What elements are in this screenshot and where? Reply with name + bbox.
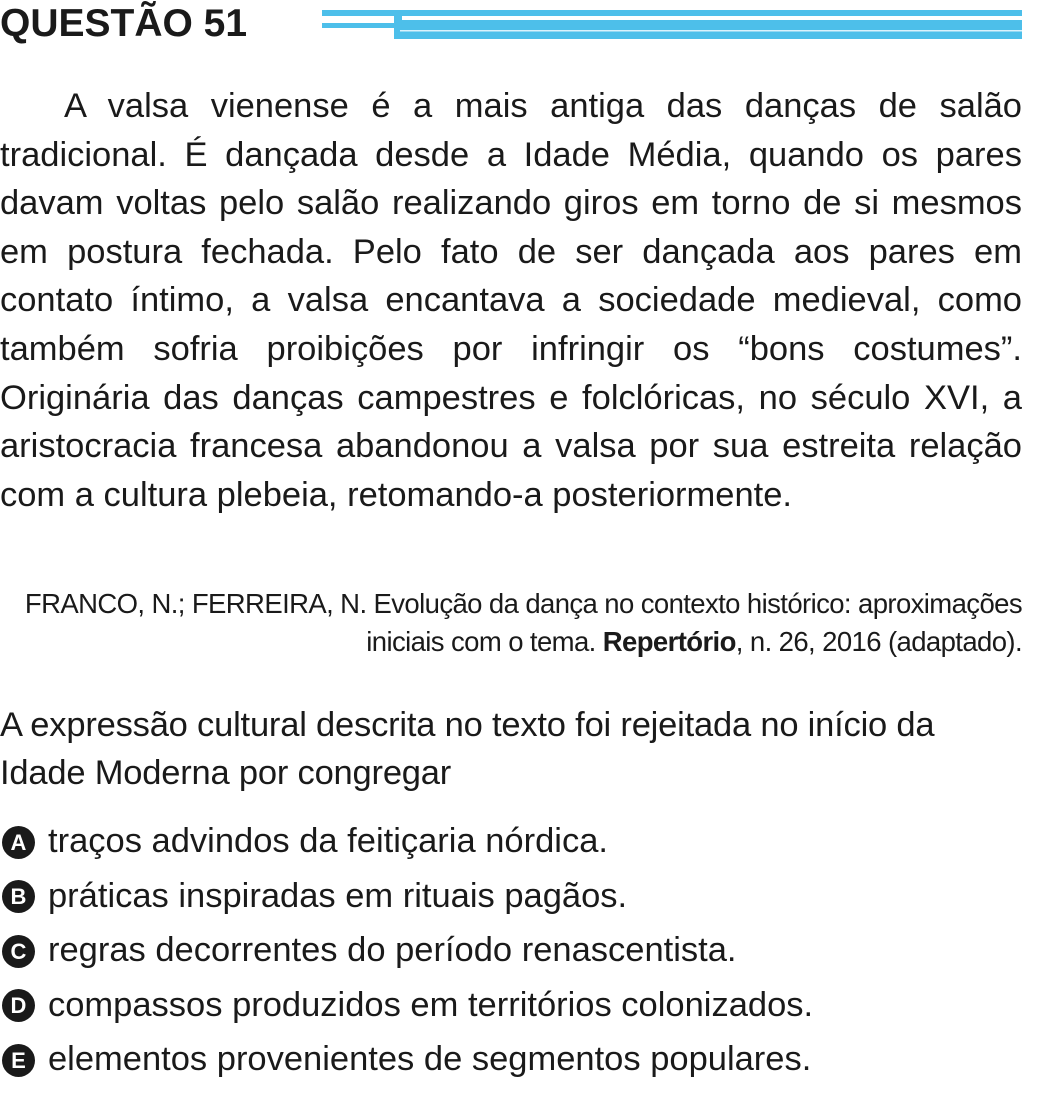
source-citation: [12, 585, 1022, 661]
option-b[interactable]: [0, 869, 1030, 924]
question-header: [0, 0, 1043, 48]
citation-journal: Repertório: [602, 626, 736, 657]
option-a[interactable]: [0, 814, 1030, 869]
citation-suffix: , n. 26, 2016 (adaptado).: [735, 626, 1022, 657]
option-d[interactable]: [0, 978, 1030, 1033]
option-text: práticas inspiradas em rituais pagãos.: [48, 876, 628, 915]
question-number-title: QUESTÃO 51: [0, 2, 248, 45]
passage-text: A valsa vienense é a mais antiga das danças de salão tradicional. É dançada desde a Idade Média, quando os pares davam voltas pelo salão realizando giros em torno de si mesmos em postura fechada. Pelo fato de ser dançada aos pares em contato íntimo, a valsa encantava a sociedade medieval, como também sofria proibições por infringir os “bons costumes”. Originária das danças campestres e folclóricas, no século XVI, a aristocracia francesa abandonou a valsa por sua estreita relação com a cultura plebeia, retomando-a posteriormente.: [0, 87, 1022, 514]
option-text: elementos provenientes de segmentos populares.: [48, 1040, 812, 1078]
header-bar-graphic: [322, 10, 1022, 40]
option-e[interactable]: [0, 1032, 1030, 1087]
option-letter-badge: D: [2, 989, 35, 1022]
option-letter-badge: C: [2, 935, 35, 968]
citation-prefix: FRANCO, N.; FERREIRA, N. Evolução da dança no contexto histórico: aproximações iniciais com o tema.: [24, 588, 1022, 657]
option-text: regras decorrentes do período renascentista.: [48, 931, 737, 969]
option-letter-badge: E: [2, 1044, 35, 1077]
header-decorative-bar: [322, 10, 1022, 40]
option-letter-badge: B: [2, 880, 35, 913]
option-text: compassos produzidos em territórios colonizados.: [48, 985, 814, 1024]
option-letter-badge: A: [2, 826, 35, 859]
option-c[interactable]: [0, 923, 1030, 978]
question-stem: A expressão cultural descrita no texto foi rejeitada no início da Idade Moderna por congregar: [0, 706, 935, 792]
answer-options: [0, 814, 1030, 1087]
option-text: traços advindos da feitiçaria nórdica.: [48, 822, 608, 860]
